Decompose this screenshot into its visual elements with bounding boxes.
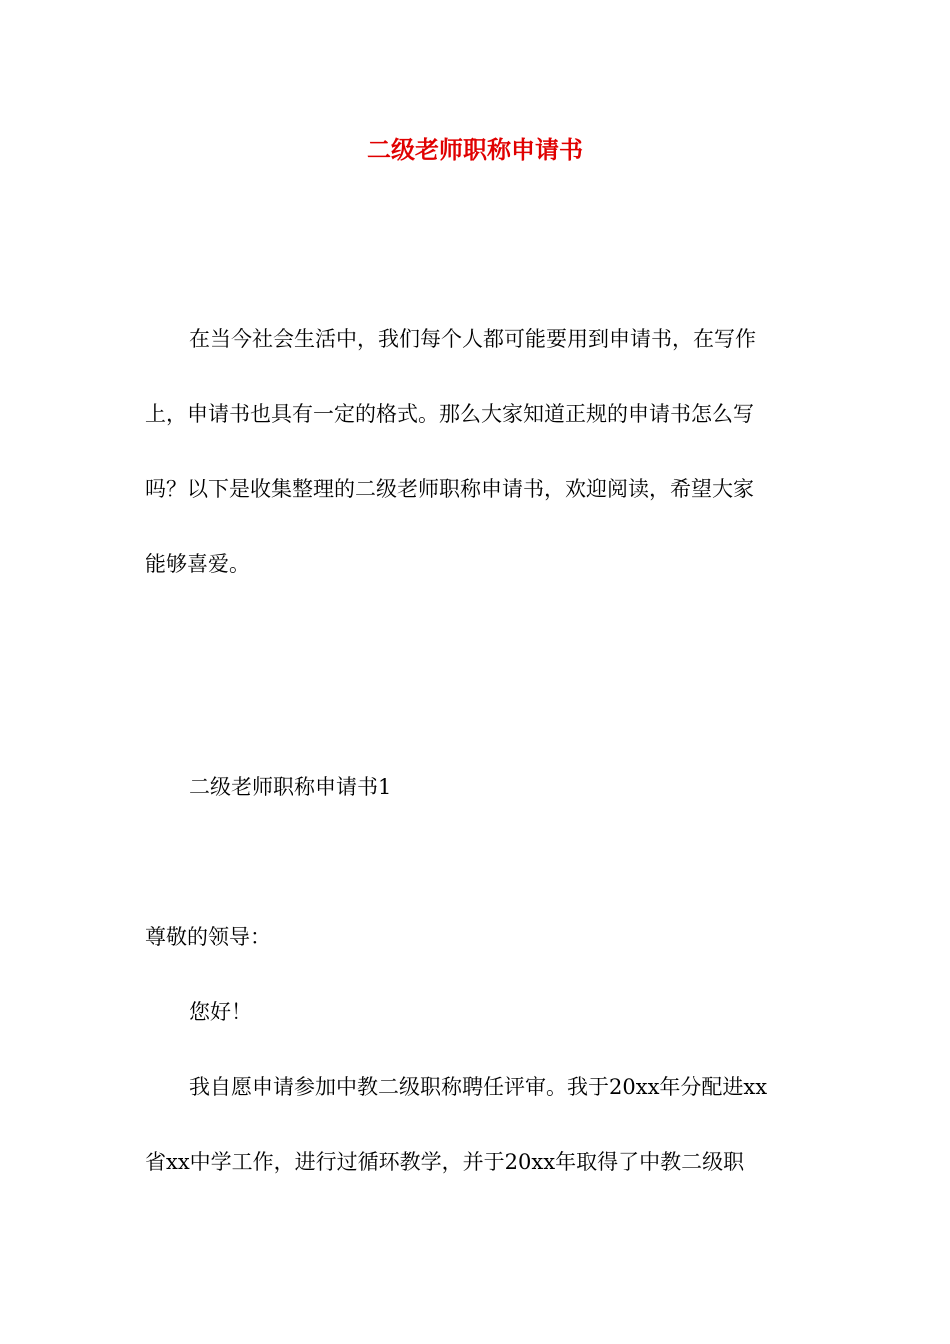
section-heading-text: 二级老师职称申请书1 (189, 775, 392, 799)
intro-line: 上，申请书也具有一定的格式。那么大家知道正规的申请书怎么写 (145, 402, 754, 426)
body-line: 省xx中学工作，进行过循环教学，并于20xx年取得了中教二级职 (145, 1150, 745, 1174)
salutation (145, 900, 810, 975)
page-title: 二级老师职称申请书 (367, 135, 583, 164)
intro-line: 在当今社会生活中，我们每个人都可能要用到申请书，在写作 (189, 327, 756, 351)
body-paragraph (145, 1050, 810, 1200)
body-line: 我自愿申请参加中教二级职称聘任评审。我于20xx年分配进xx (189, 1075, 768, 1099)
intro-line: 吗？以下是收集整理的二级老师职称申请书，欢迎阅读，希望大家 (145, 477, 754, 501)
greeting-text: 您好！ (189, 1000, 252, 1024)
intro-paragraph (145, 302, 810, 602)
salutation-text: 尊敬的领导： (145, 925, 271, 949)
greeting (145, 975, 810, 1050)
section-heading (145, 750, 810, 825)
intro-line: 能够喜爱。 (145, 552, 250, 576)
